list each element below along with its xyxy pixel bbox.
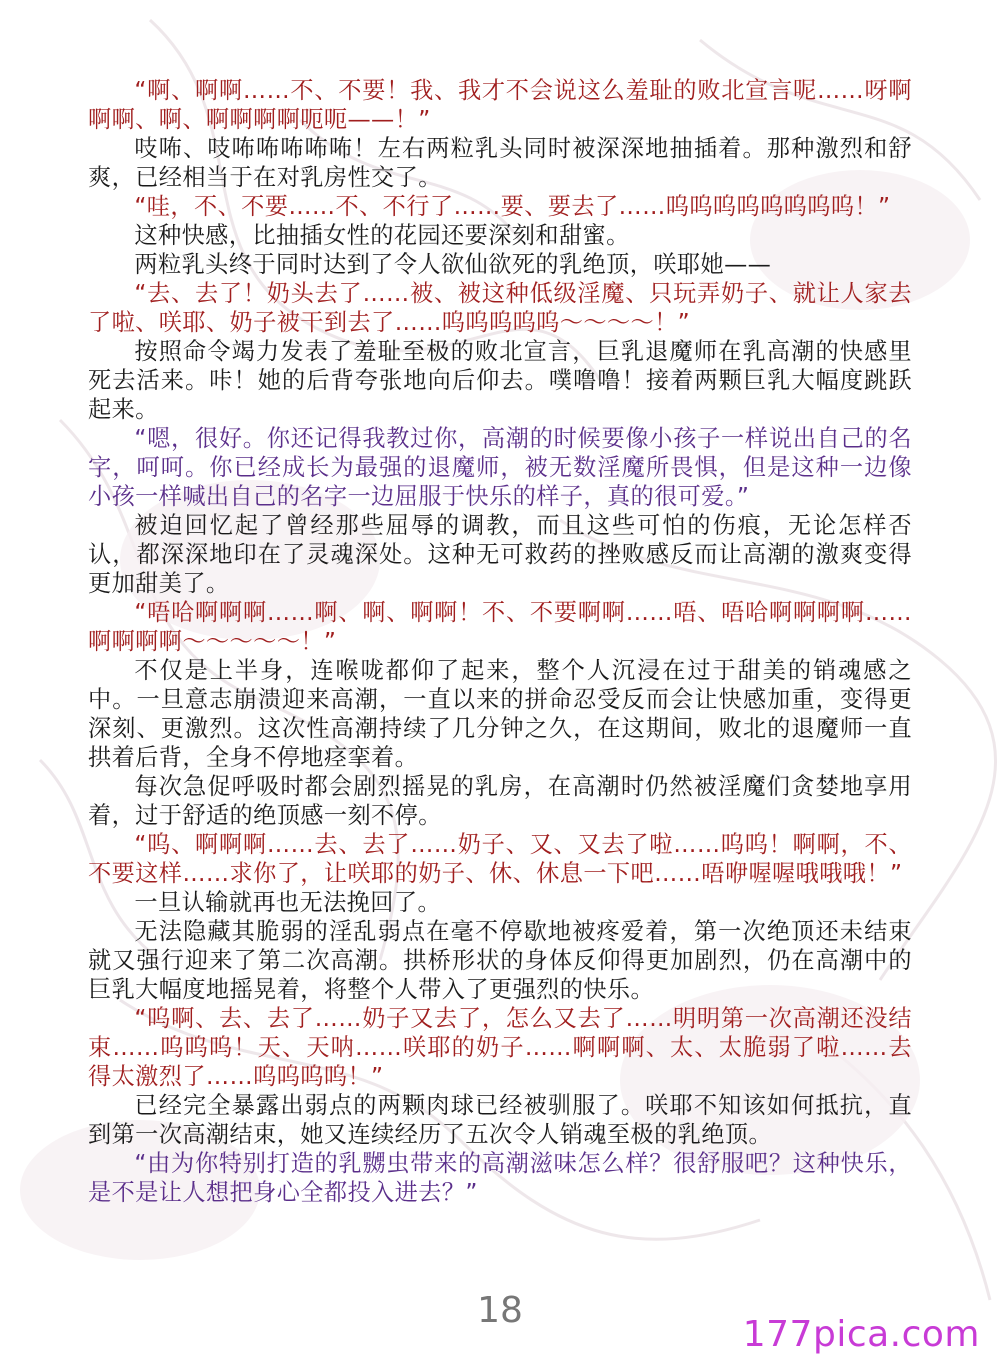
narration-paragraph: 一旦认输就再也无法挽回了。 (134, 889, 442, 916)
dialogue-paragraph: “呜、啊啊啊……去、去了……奶子、又、又去了啦……呜呜！啊啊，不、不要这样……求你了，让咲耶的奶子、休、休息一下吧……唔咿喔喔哦哦哦！” (88, 831, 912, 887)
dialogue-paragraph: “啊、啊啊……不、不要！我、我才不会说这么羞耻的败北宣言呢……呀啊啊啊、啊、啊啊啊啊呃呃——！” (88, 77, 912, 133)
narration-paragraph: 吱咘、吱咘咘咘咘咘！左右两粒乳头同时被深深地抽插着。那种激烈和舒爽，已经相当于在对乳房性交了。 (88, 135, 912, 191)
narration-paragraph: 无法隐藏其脆弱的淫乱弱点在毫不停歇地被疼爱着，第一次绝顶还未结束就又强行迎来了第二次高潮。拱桥形状的身体反仰得更加剧烈，仍在高潮中的巨乳大幅度地摇晃着，将整个人带入了更强烈的快乐。 (88, 918, 912, 1003)
narration-paragraph: 两粒乳头终于同时达到了令人欲仙欲死的乳绝顶，咲耶她—— (134, 251, 772, 278)
site-watermark: 177pica.com (742, 1314, 980, 1355)
demon-dialogue-paragraph: “由为你特别打造的乳嬲虫带来的高潮滋味怎么样？很舒服吧？这种快乐，是不是让人想把身心全都投入进去？” (88, 1150, 912, 1206)
body-text (88, 76, 912, 1207)
dialogue-paragraph: “唔哈啊啊啊……啊、啊、啊啊！不、不要啊啊……唔、唔哈啊啊啊啊……啊啊啊啊～～～～～！” (88, 599, 912, 655)
narration-paragraph: 每次急促呼吸时都会剧烈摇晃的乳房，在高潮时仍然被淫魔们贪婪地享用着，过于舒适的绝顶感一刻不停。 (88, 773, 912, 829)
narration-paragraph: 被迫回忆起了曾经那些屈辱的调教，而且这些可怕的伤痕，无论怎样否认，都深深地印在了灵魂深处。这种无可救药的挫败感反而让高潮的激爽变得更加甜美了。 (88, 512, 912, 597)
page-number: 18 (477, 1290, 523, 1331)
narration-paragraph: 不仅是上半身，连喉咙都仰了起来，整个人沉浸在过于甜美的销魂感之中。一旦意志崩溃迎来高潮，一直以来的拼命忍受反而会让快感加重，变得更深刻、更激烈。这次性高潮持续了几分钟之久，在这期间，败北的退魔师一直拱着后背，全身不停地痉挛着。 (88, 657, 912, 771)
dialogue-paragraph: “呜啊、去、去了……奶子又去了，怎么又去了……明明第一次高潮还没结束……呜呜呜！天、天呐……咲耶的奶子……啊啊啊、太、太脆弱了啦……去得太激烈了……呜呜呜呜！” (88, 1005, 912, 1090)
dialogue-paragraph: “去、去了！奶头去了……被、被这种低级淫魔、只玩弄奶子、就让人家去了啦、咲耶、奶子被干到去了……呜呜呜呜呜～～～～！” (88, 280, 912, 336)
narration-paragraph: 已经完全暴露出弱点的两颗肉球已经被驯服了。咲耶不知该如何抵抗，直到第一次高潮结束，她又连续经历了五次令人销魂至极的乳绝顶。 (88, 1092, 912, 1148)
dialogue-paragraph: “哇，不、不要……不、不行了……要、要去了……呜呜呜呜呜呜呜呜！” (134, 193, 891, 220)
narration-paragraph: 这种快感，比抽插女性的花园还要深刻和甜蜜。 (134, 222, 630, 249)
demon-dialogue-paragraph: “嗯，很好。你还记得我教过你，高潮的时候要像小孩子一样说出自己的名字，呵呵。你已经成长为最强的退魔师，被无数淫魔所畏惧，但是这种一边像小孩一样喊出自己的名字一边屈服于快乐的样子，真的很可爱。” (88, 425, 912, 510)
narration-paragraph: 按照命令竭力发表了羞耻至极的败北宣言，巨乳退魔师在乳高潮的快感里死去活来。咔！她的后背夸张地向后仰去。噗噜噜！接着两颗巨乳大幅度跳跃起来。 (88, 338, 912, 423)
